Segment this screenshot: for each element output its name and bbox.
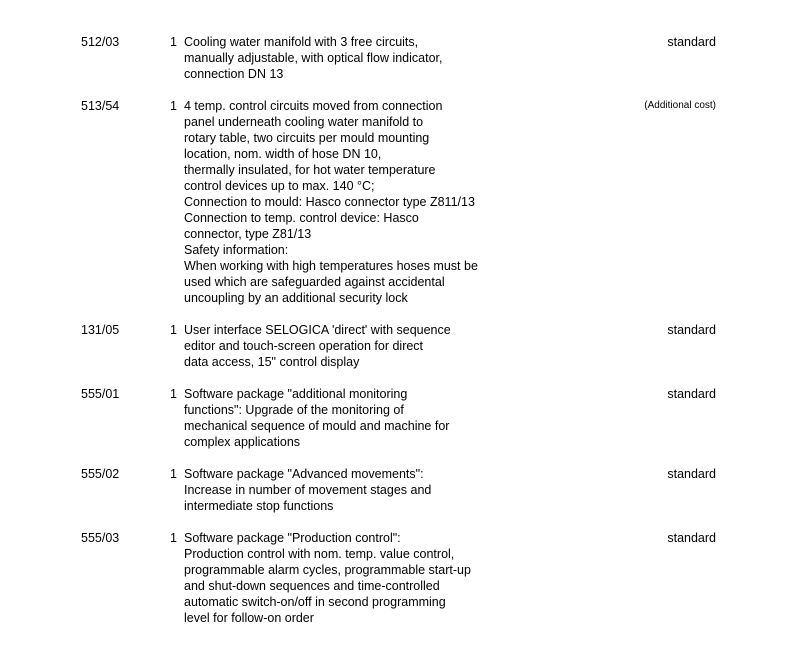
description-line: Connection to temp. control device: Hasco <box>184 211 419 225</box>
item-description <box>184 98 524 306</box>
item-description <box>184 386 524 450</box>
item-quantity: 1 <box>170 467 177 481</box>
description-line: automatic switch-on/off in second programming <box>184 595 446 609</box>
description-line: complex applications <box>184 435 301 449</box>
item-quantity: 1 <box>170 99 177 113</box>
description-line: panel underneath cooling water manifold to <box>184 115 424 129</box>
item-description <box>184 530 524 626</box>
item-quantity: 1 <box>170 323 177 337</box>
description-line: 4 temp. control circuits moved from connection <box>184 99 443 113</box>
item-code: 512/03 <box>81 35 120 49</box>
item-quantity: 1 <box>170 387 177 401</box>
description-line: mechanical sequence of mould and machine for <box>184 419 450 433</box>
description-line: Cooling water manifold with 3 free circuits, <box>184 35 419 49</box>
item-status: standard <box>667 467 716 481</box>
description-line: When working with high temperatures hoses must be <box>184 259 478 273</box>
description-line: Software package "additional monitoring <box>184 387 408 401</box>
description-line: User interface SELOGICA 'direct' with sequence <box>184 323 451 337</box>
description-line: rotary table, two circuits per mould mounting <box>184 131 430 145</box>
description-line: manually adjustable, with optical flow indicator, <box>184 51 443 65</box>
description-line: level for follow-on order <box>184 611 314 625</box>
description-line: editor and touch-screen operation for direct <box>184 339 424 353</box>
description-line: programmable alarm cycles, programmable start-up <box>184 563 471 577</box>
item-quantity: 1 <box>170 531 177 545</box>
description-line: location, nom. width of hose DN 10, <box>184 147 382 161</box>
item-code: 555/02 <box>81 467 120 481</box>
description-line: Software package "Production control": <box>184 531 401 545</box>
item-description <box>184 34 524 82</box>
item-code: 555/03 <box>81 531 120 545</box>
description-line: connection DN 13 <box>184 67 284 81</box>
item-quantity: 1 <box>170 35 177 49</box>
item-code: 555/01 <box>81 387 120 401</box>
item-status: standard <box>667 35 716 49</box>
item-code: 131/05 <box>81 323 120 337</box>
description-line: used which are safeguarded against accidental <box>184 275 445 289</box>
description-line: and shut-down sequences and time-controlled <box>184 579 440 593</box>
item-description <box>184 322 524 370</box>
description-line: functions": Upgrade of the monitoring of <box>184 403 404 417</box>
description-line: control devices up to max. 140 °C; <box>184 179 375 193</box>
description-line: Production control with nom. temp. value control, <box>184 547 455 561</box>
item-status: standard <box>667 323 716 337</box>
description-line: uncoupling by an additional security lock <box>184 291 408 305</box>
description-line: intermediate stop functions <box>184 499 334 513</box>
item-code: 513/54 <box>81 99 120 113</box>
description-line: connector, type Z81/13 <box>184 227 312 241</box>
description-line: data access, 15" control display <box>184 355 360 369</box>
item-status: standard <box>667 531 716 545</box>
item-status: (Additional cost) <box>644 100 716 111</box>
item-description <box>184 466 524 514</box>
item-status: standard <box>667 387 716 401</box>
description-line: Connection to mould: Hasco connector type Z811/13 <box>184 195 475 209</box>
description-line: thermally insulated, for hot water temperature <box>184 163 436 177</box>
description-line: Increase in number of movement stages and <box>184 483 432 497</box>
description-line: Safety information: <box>184 243 289 257</box>
description-line: Software package "Advanced movements": <box>184 467 424 481</box>
